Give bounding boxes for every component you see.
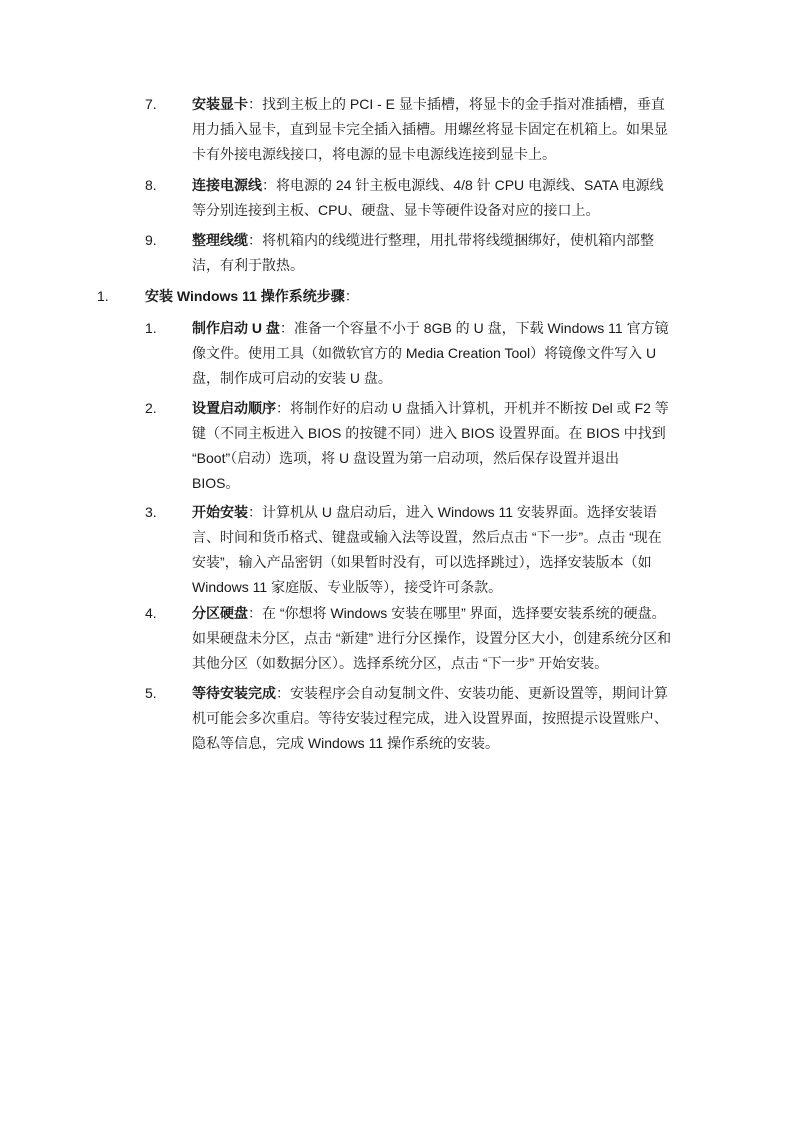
item-text: 安装显卡：找到主板上的 PCI - E 显卡插槽，将显卡的金手指对准插槽，垂直 用力插入显卡，直到显卡完全插入插槽。用螺丝将显卡固定在机箱上。如果显 卡有外接电源线接口，将电源的显卡电源线连接到显卡上。	[192, 96, 668, 162]
item-title: 安装显卡	[192, 96, 248, 112]
item-text: 连接电源线：将电源的 24 针主板电源线、4/8 针 CPU 电源线、SATA 电源线 等分别连接到主板、CPU、硬盘、显卡等硬件设备对应的接口上。	[192, 177, 664, 218]
item-title: 制作启动 U 盘	[192, 320, 280, 336]
item-number: 3.	[145, 504, 157, 520]
item-text: 开始安装：计算机从 U 盘启动后，进入 Windows 11 安装界面。选择安装语 言、时间和货币格式、键盘或输入法等设置，然后点击 “下一步”。点击 “现在 安装”，输入产品密钥（如果暂时没有，可以选择跳过），选择安装版本（如 Windows 11 家庭版、专业版等），接受许可条款。	[192, 504, 662, 595]
item-number: 1.	[145, 320, 157, 336]
item-number: 4.	[145, 605, 157, 621]
item-number: 2.	[145, 400, 157, 416]
item-title: 设置启动顺序	[192, 400, 276, 416]
item-number: 7.	[145, 96, 157, 112]
heading-title: 安装 Windows 11 操作系统步骤	[145, 288, 345, 304]
item-title: 分区硬盘	[192, 605, 248, 621]
item-title: 整理线缆	[192, 232, 248, 248]
item-number: 9.	[145, 232, 157, 248]
item-text: 设置启动顺序：将制作好的启动 U 盘插入计算机，开机并不断按 Del 或 F2 等 键（不同主板进入 BIOS 的按键不同）进入 BIOS 设置界面。在 BIOS 中找到 “Boot”（启动）选项，将 U 盘设置为第一启动项，然后保存设置并退出 BIOS。	[192, 400, 669, 491]
item-text: 制作启动 U 盘：准备一个容量不小于 8GB 的 U 盘，下载 Windows 11 官方镜 像文件。使用工具（如微软官方的 Media Creation Tool）将镜像文件写入 U 盘，制作成可启动的安装 U 盘。	[192, 320, 669, 386]
heading-number: 1.	[97, 288, 109, 304]
item-title: 等待安装完成	[192, 685, 276, 701]
item-text: 整理线缆：将机箱内的线缆进行整理，用扎带将线缆捆绑好，使机箱内部整 洁，有利于散热。	[192, 232, 654, 273]
item-number: 5.	[145, 685, 157, 701]
item-number: 8.	[145, 177, 157, 193]
item-text: 分区硬盘：在 “你想将 Windows 安装在哪里” 界面，选择要安装系统的硬盘。 如果硬盘未分区，点击 “新建” 进行分区操作，设置分区大小，创建系统分区和 其他分区（如数据分区）。选择系统分区，点击 “下一步” 开始安装。	[192, 605, 672, 671]
item-text: 等待安装完成：安装程序会自动复制文件、安装功能、更新设置等，期间计算 机可能会多次重启。等待安装过程完成，进入设置界面，按照提示设置账户、 隐私等信息，完成 Windows 11 操作系统的安装。	[192, 685, 668, 751]
item-title: 连接电源线	[192, 177, 262, 193]
document-page: 7. 安装显卡：找到主板上的 PCI - E 显卡插槽，将显卡的金手指对准插槽，垂直 用力插入显卡，直到显卡完全插入插槽。用螺丝将显卡固定在机箱上。如果显 卡有外接电源线接口，将电源的显卡电源线连接到显卡上。 8. 连接电源线：将电源的 24 针主板电源线、4/8 针 CPU 电源线、SATA 电源线 等分别连接到主板、CPU、硬盘、显卡等硬件设备对应的接口上。 9. 整理线缆：将机箱内的线缆进行整理，用扎带将线缆捆绑好，使机箱内部整 洁，有利于散热。 1. 安装 Windows 11 操作系统步骤： 1. 制作启动 U 盘：准备一个容量不小于 8GB 的 U 盘，下载 Windows 11 官方镜 像文件。使用工具（如微软官方的 Media Creation Tool）将镜像文件写入 U 盘，制作成可启动的安装 U 盘。 2. 设置启动顺序：将制作好的启动 U 盘插入计算机，开机并不断按 Del 或 F2 等 键（不同主板进入 BIOS 的按键不同）进入 BIOS 设置界面。在 BIOS 中找到 “Boot”（启动）选项，将 U 盘设置为第一启动项，然后保存设置并退出 BIOS。 3. 开始安装：计算机从 U 盘启动后，进入 Windows 11 安装界面。选择安装语 言、时间和货币格式、键盘或输入法等设置，然后点击 “下一步”。点击 “现在 安装”，输入产品密钥（如果暂时没有，可以选择跳过），选择安装版本（如 Windows 11 家庭版、专业版等），接受许可条款。 4. 分区硬盘：在 “你想将 Windows 安装在哪里” 界面，选择要安装系统的硬盘。 如果硬盘未分区，点击 “新建” 进行分区操作，设置分区大小，创建系统分区和 其他分区（如数据分区）。选择系统分区，点击 “下一步” 开始安装。 5. 等待安装完成：安装程序会自动复制文件、安装功能、更新设置等，期间计算 机可能会多次重启。等待安装过程完成，进入设置界面，按照提示设置账户、 隐私等信息，完成 Windows 11 操作系统的安装。	[0, 0, 794, 1123]
item-title: 开始安装	[192, 504, 248, 520]
